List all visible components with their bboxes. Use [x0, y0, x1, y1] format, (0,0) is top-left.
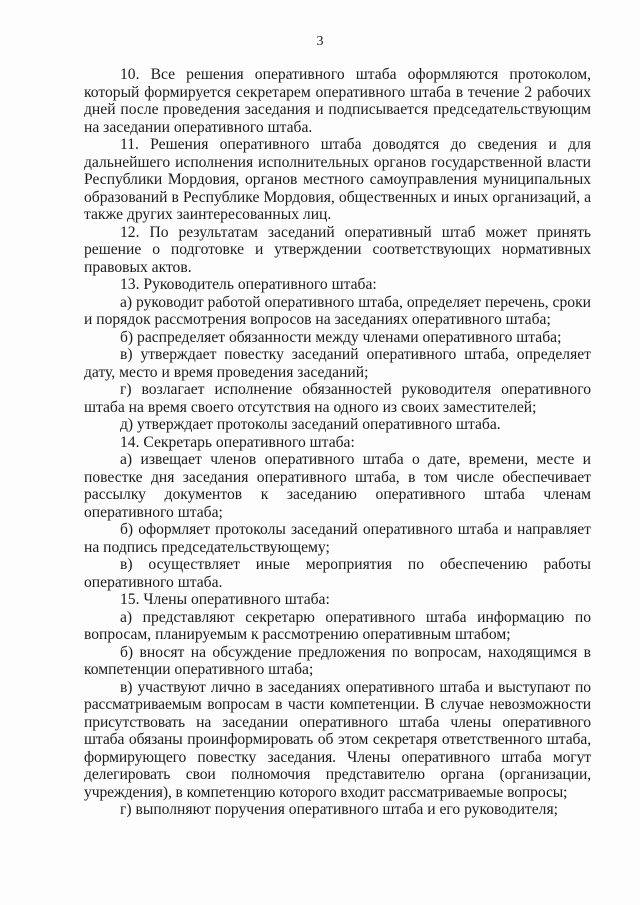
paragraph-15-v: в) участвуют лично в заседаниях оперативного штаба и выступают по рассматриваемым вопросам в части компетенции. В случае невозможности присутствовать на заседании оперативного штаба члены оперативного штаба обязаны проинформировать об этом секретаря ответственного штаба, формирующего повестку заседания. Члены оперативного штаба могут делегировать свои полномочия представителю органа (организации, учреждения), в компетенцию которого входит рассматриваемые вопросы;	[84, 678, 591, 801]
paragraph-13-heading: 13. Руководитель оперативного штаба:	[120, 276, 377, 293]
paragraph-15-a: а) представляют секретарю оперативного штаба информацию по вопросам, планируемым к рассмотрению оперативным штабом;	[84, 608, 591, 643]
paragraph-14-a: а) извещает членов оперативного штаба о дате, времени, месте и повестке дня заседания оперативного штаба, в том числе обеспечивает рассылку документов к заседанию оперативного штаба членам оперативного штаба;	[84, 451, 591, 521]
paragraph-14-heading: 14. Секретарь оперативного штаба:	[120, 433, 355, 451]
paragraph-13-v: в) утверждает повестку заседаний оперативного штаба, определяет дату, место и время проведения заседаний;	[84, 346, 591, 381]
paragraph-13-b: б) распределяет обязанности между членами оперативного штаба;	[120, 328, 562, 346]
paragraph-15-heading: 15. Члены оперативного штаба:	[120, 591, 330, 608]
paragraph-13-d: д) утверждает протоколы заседаний оперативного штаба.	[120, 416, 501, 433]
document-body	[84, 66, 591, 819]
paragraph-15-g: г) выполняют поручения оперативного штаба и его руководителя;	[120, 801, 558, 818]
paragraph-10: 10. Все решения оперативного штаба оформляются протоколом, который формируется секретарем оперативного штаба в течение 2 рабочих дней после проведения заседания и подписывается председательствующим на заседании оперативного штаба.	[84, 66, 591, 136]
paragraph-13-a: а) руководит работой оперативного штаба, определяет перечень, сроки и порядок рассмотрения вопросов на заседаниях оперативного штаба;	[84, 293, 591, 328]
page-number: 3	[316, 34, 324, 49]
paragraph-14-b: б) оформляет протоколы заседаний оперативного штаба и направляет на подпись председательствующему;	[84, 521, 591, 556]
paragraph-13-g: г) возлагает исполнение обязанностей руководителя оперативного штаба на время своего отсутствия на одного из своих заместителей;	[84, 381, 591, 416]
paragraph-12: 12. По результатам заседаний оперативный штаб может принять решение о подготовке и утверждении соответствующих нормативных правовых актов.	[84, 223, 591, 276]
paragraph-11: 11. Решения оперативного штаба доводятся до сведения и для дальнейшего исполнения исполнительных органов государственной власти Республики Мордовия, органов местного самоуправления муниципальных образований в Республике Мордовия, общественных и иных организаций, а также других заинтересованных лиц.	[84, 136, 591, 223]
paragraph-14-v: в) осуществляет иные мероприятия по обеспечению работы оперативного штаба.	[84, 556, 591, 591]
paragraph-15-b: б) вносят на обсуждение предложения по вопросам, находящимся в компетенции оперативного штаба;	[84, 643, 591, 678]
